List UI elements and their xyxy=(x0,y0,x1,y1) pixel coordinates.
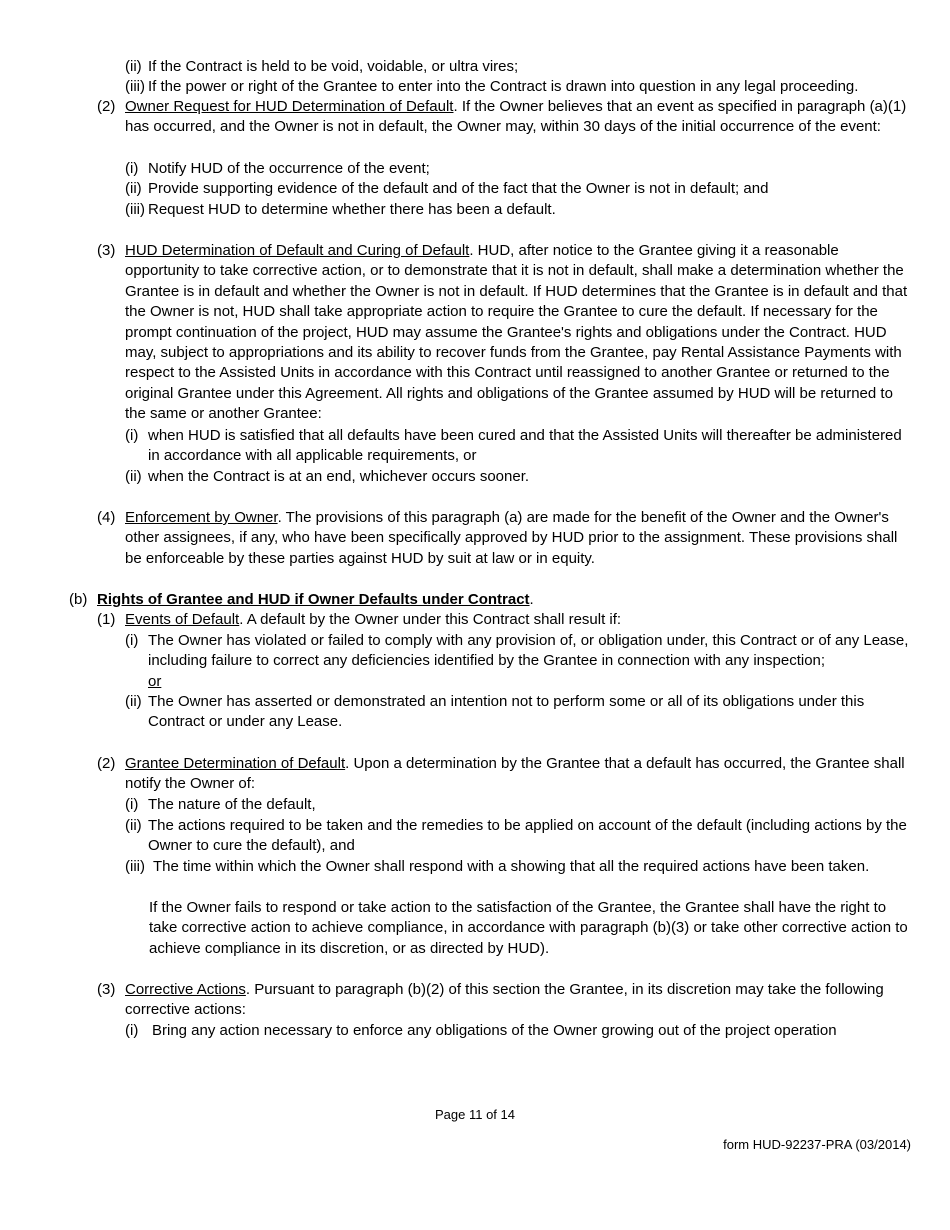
list-item: (ii) The actions required to be taken and the remedies to be applied on account of the default (including actions by the Owner to cure the default), and xyxy=(125,817,907,855)
list-item: (ii) Provide supporting evidence of the default and of the fact that the Owner is not in default; and xyxy=(125,180,769,197)
list-item: (ii) when the Contract is at an end, whichever occurs sooner. xyxy=(125,468,530,485)
section-heading: Corrective Actions xyxy=(125,981,246,998)
list-item: (ii) If the Contract is held to be void, voidable, or ultra vires; xyxy=(125,58,519,75)
section-heading: Grantee Determination of Default xyxy=(125,755,346,772)
paragraph-a2: (2) Owner Request for HUD Determination of Default. If the Owner believes that an event as specified in paragraph (a)(1) has occurred, and the Owner is not in default, the Owner may, within 30 days of the initial occurrence of the event: xyxy=(97,98,907,136)
paragraph-a3: (3) HUD Determination of Default and Curing of Default. HUD, after notice to the Grantee giving it a reasonable opportunity to take corrective action, or to demonstrate that it is not in default, shall make a determination whether the Grantee is in default and whether the Owner is not in default. If HUD determines that the Grantee is in default and that the Owner is not, HUD shall take appropriate action to require the Grantee to cure the default. If necessary for the prompt continuation of the project, HUD may assume the Grantee's rights and obligations under the Contract. HUD may, subject to appropriations and its ability to recover funds from the Grantee, pay Rental Assistance Payments with respect to the Assisted Units in accordance with this Contract until reassigned to another Grantee or returned to the original Grantee under this Agreement. All rights and obligations of the Grantee assumed by HUD will be returned to the same or another Grantee: xyxy=(97,242,908,423)
paragraph-a4: (4) Enforcement by Owner. The provisions of this paragraph (a) are made for the benefit of the Owner and the Owner's other assignees, if any, who have been specifically approved by HUD prior to the assignment. These provisions shall be enforceable by these parties against HUD by suit at law or in equity. xyxy=(97,509,898,567)
section-heading: Owner Request for HUD Determination of Default xyxy=(125,98,454,115)
list-item: (i) The nature of the default, xyxy=(125,796,316,813)
form-id: form HUD-92237-PRA (03/2014) xyxy=(723,1137,911,1152)
list-item: (i) The Owner has violated or failed to comply with any provision of, or obligation under, this Contract or of any Lease, including failure to correct any deficiencies identified by the Grantee in connection with any inspection; or xyxy=(125,632,909,690)
page-number: Page 11 of 14 xyxy=(435,1107,515,1122)
paragraph-b2: (2) Grantee Determination of Default. Upon a determination by the Grantee that a default has occurred, the Grantee shall notify the Owner of: xyxy=(97,755,905,793)
list-item: (iii) If the power or right of the Grantee to enter into the Contract is drawn into question in any legal proceeding. xyxy=(125,78,859,95)
paragraph-b1: (1) Events of Default. A default by the Owner under this Contract shall result if: xyxy=(97,611,622,628)
section-heading: HUD Determination of Default and Curing of Default xyxy=(125,242,470,259)
section-b-heading: (b) Rights of Grantee and HUD if Owner Defaults under Contract. xyxy=(69,591,534,608)
paragraph-b3: (3) Corrective Actions. Pursuant to paragraph (b)(2) of this section the Grantee, in its discretion may take the following corrective actions: xyxy=(97,981,884,1019)
list-item: (i) Bring any action necessary to enforce any obligations of the Owner growing out of the project operation xyxy=(125,1022,837,1039)
section-heading: Rights of Grantee and HUD if Owner Defaults under Contract xyxy=(97,591,530,608)
list-item: (iii) The time within which the Owner shall respond with a showing that all the required actions have been taken. xyxy=(125,858,870,875)
followup-paragraph: If the Owner fails to respond or take action to the satisfaction of the Grantee, the Grantee shall have the right to take corrective action to achieve compliance, in accordance with paragraph (b)(3) or take other corrective action to achieve compliance in its discretion, or as directed by HUD). xyxy=(149,899,908,957)
list-item: (ii) The Owner has asserted or demonstrated an intention not to perform some or all of its obligations under this Contract or under any Lease. xyxy=(125,693,865,731)
list-item: (i) when HUD is satisfied that all defaults have been cured and that the Assisted Units will thereafter be administered in accordance with all applicable requirements, or xyxy=(125,427,902,465)
section-heading: Enforcement by Owner xyxy=(125,509,278,526)
list-item: (iii) Request HUD to determine whether there has been a default. xyxy=(125,201,556,218)
section-heading: Events of Default xyxy=(125,611,240,628)
list-item: (i) Notify HUD of the occurrence of the event; xyxy=(125,160,430,177)
